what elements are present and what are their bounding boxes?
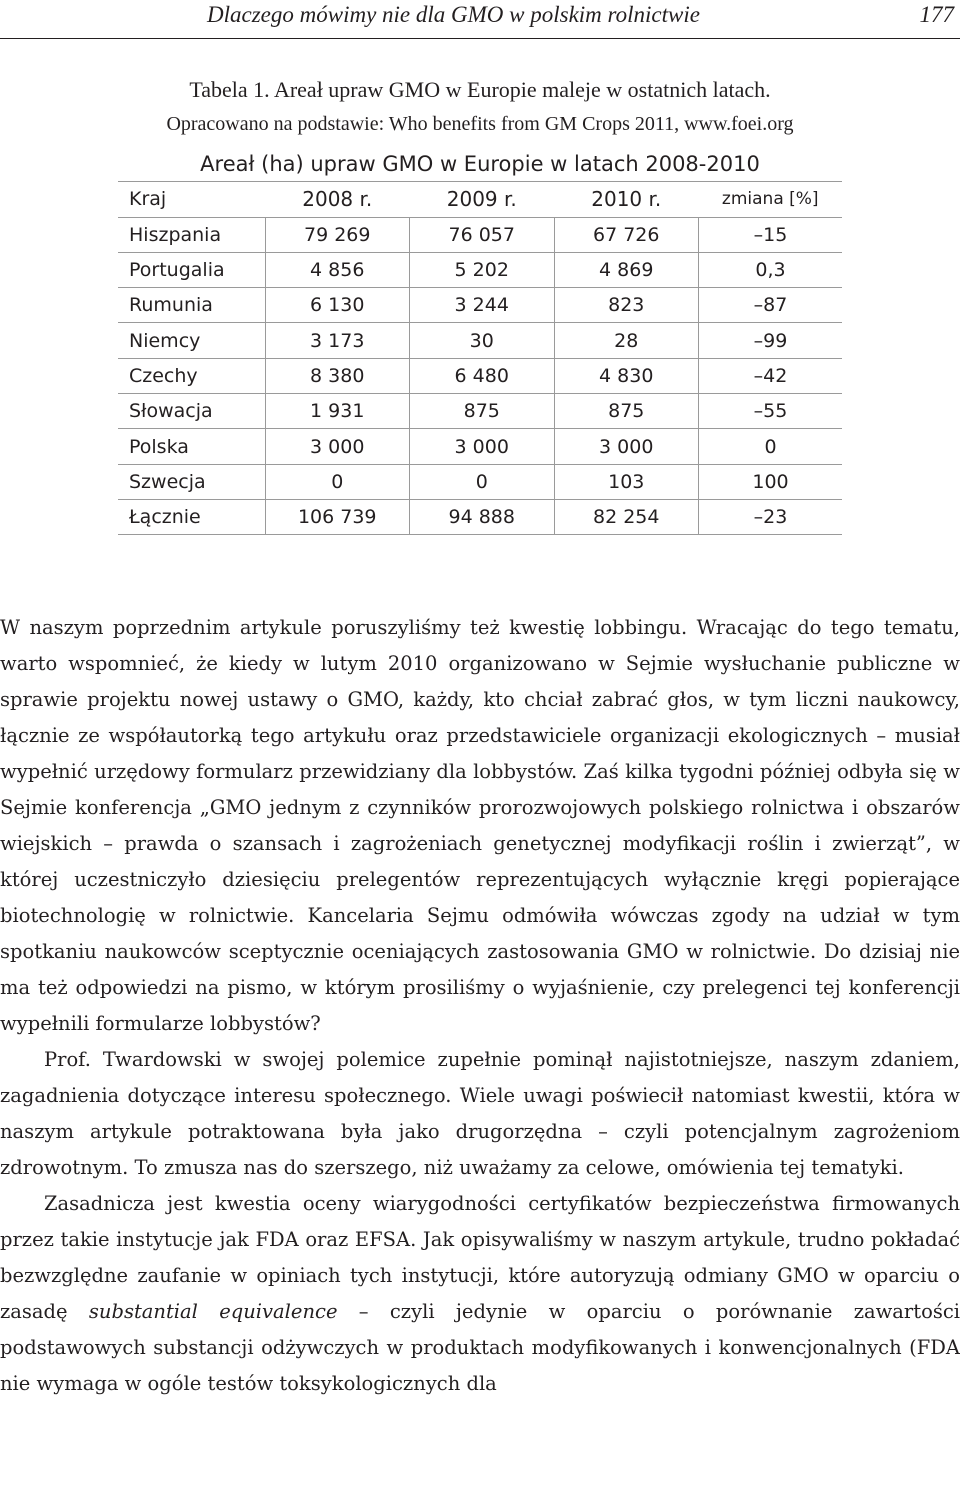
cell-country: Słowacja <box>118 394 265 429</box>
cell-2009: 3 244 <box>410 288 555 323</box>
cell-country: Czechy <box>118 358 265 393</box>
paragraph-text: Zasadnicza jest kwestia oceny wiarygodności certyfikatów bezpieczeństwa firmowanych przez takie instytucje jak FDA oraz EFSA. Jak opisywaliśmy w naszym artykule, trudno pokładać bezwzględne zaufanie w opiniach tych instytucji, które autoryzują odmiany GMO w oparciu o zasadę <box>0 1192 960 1323</box>
table-row <box>118 358 842 393</box>
header-2008: 2008 r. <box>265 182 410 217</box>
cell-country: Łącznie <box>118 499 265 534</box>
cell-change: 100 <box>699 464 843 499</box>
cell-2008: 1 931 <box>265 394 410 429</box>
header-country: Kraj <box>118 182 265 217</box>
cell-change: –42 <box>699 358 843 393</box>
table-row <box>118 217 842 252</box>
paragraph-text: – czyli jedynie w oparciu o porównanie zawartości podstawowych substancji odżywczych w produktach modyfikowanych i konwencjonalnych (FDA nie wymaga w ogóle testów toksykologicznych dla <box>0 1300 960 1395</box>
cell-country: Niemcy <box>118 323 265 358</box>
cell-2008: 4 856 <box>265 252 410 287</box>
cell-2010: 103 <box>554 464 699 499</box>
table-caption-line-1: Tabela 1. Areał upraw GMO w Europie maleje w ostatnich latach. <box>189 77 771 102</box>
cell-2010: 28 <box>554 323 699 358</box>
cell-2010: 823 <box>554 288 699 323</box>
article-body <box>0 610 960 1402</box>
header-change: zmiana [%] <box>699 182 843 217</box>
cell-2010: 875 <box>554 394 699 429</box>
page-header <box>0 0 960 40</box>
italic-term: substantial equivalence <box>88 1300 338 1323</box>
gmo-area-table <box>118 147 842 535</box>
table-row <box>118 252 842 287</box>
cell-change: 0 <box>699 429 843 464</box>
cell-2008: 3 173 <box>265 323 410 358</box>
cell-change: –55 <box>699 394 843 429</box>
cell-2008: 6 130 <box>265 288 410 323</box>
cell-change: 0,3 <box>699 252 843 287</box>
cell-2008: 106 739 <box>265 499 410 534</box>
cell-2008: 3 000 <box>265 429 410 464</box>
page-number: 177 <box>919 2 954 27</box>
table-caption-line-2: Opracowano na podstawie: Who benefits from GM Crops 2011, www.foei.org <box>166 113 794 135</box>
header-2009: 2009 r. <box>410 182 555 217</box>
paragraph: Prof. Twardowski w swojej polemice zupełnie pominął najistotniejsze, naszym zdaniem, zagadnienia dotyczące interesu społecznego. Wiele uwagi poświecił natomiast kwestii, która w naszym artykule potraktowana była jako drugorzędna – czyli potencjalnym zagrożeniom zdrowotnym. To zmusza nas do szerszego, niż uważamy za celowe, omówienia tej tematyki. <box>0 1048 960 1179</box>
cell-2010: 3 000 <box>554 429 699 464</box>
cell-2009: 76 057 <box>410 217 555 252</box>
table-row <box>118 288 842 323</box>
cell-country: Hiszpania <box>118 217 265 252</box>
cell-change: –23 <box>699 499 843 534</box>
cell-2010: 4 869 <box>554 252 699 287</box>
cell-country: Portugalia <box>118 252 265 287</box>
cell-change: –99 <box>699 323 843 358</box>
cell-2008: 79 269 <box>265 217 410 252</box>
table-row <box>118 323 842 358</box>
table-row <box>118 464 842 499</box>
cell-change: –87 <box>699 288 843 323</box>
cell-2009: 875 <box>410 394 555 429</box>
cell-2010: 82 254 <box>554 499 699 534</box>
cell-change: –15 <box>699 217 843 252</box>
paragraph: W naszym poprzednim artykule poruszyliśmy też kwestię lobbingu. Wracając do tego tematu, warto wspomnieć, że kiedy w lutym 2010 organizowano w Sejmie wysłuchanie publiczne w sprawie projektu nowej ustawy o GMO, każdy, kto chciał zabrać głos, w tym liczni naukowcy, łącznie ze współautorką tego artykułu oraz przedstawiciele organizacji ekologicznych – musiał wypełnić urzędowy formularz przewidziany dla lobbystów. Zaś kilka tygodni później odbyła się w Sejmie konferencja „GMO jednym z czynników prorozwojowych polskiego rolnictwa i obszarów wiejskich – prawda o szansach i zagrożeniach genetycznej modyfikacji roślin i zwierząt”, w której uczestniczyło dziesięciu prelegentów reprezentujących wyłącznie kręgi popierające biotechnologię w rolnictwie. Kancelaria Sejmu odmówiła wówczas zgody na udział w tym spotkaniu naukowców sceptycznie oceniających zastosowania GMO w rolnictwie. Do dzisiaj nie ma też odpowiedzi na pismo, w którym prosiliśmy o wyjaśnienie, czy prelegenci tej konferencji wypełnili formularze lobbystów? <box>0 616 960 1035</box>
cell-country: Szwecja <box>118 464 265 499</box>
table-header-row <box>118 182 842 217</box>
cell-2009: 5 202 <box>410 252 555 287</box>
cell-country: Polska <box>118 429 265 464</box>
cell-2009: 94 888 <box>410 499 555 534</box>
cell-2009: 30 <box>410 323 555 358</box>
table-title-row <box>118 147 842 182</box>
cell-2009: 0 <box>410 464 555 499</box>
table-title: Areał (ha) upraw GMO w Europie w latach 2008-2010 <box>118 147 842 182</box>
cell-2009: 3 000 <box>410 429 555 464</box>
cell-2008: 0 <box>265 464 410 499</box>
table-row <box>118 394 842 429</box>
running-title: Dlaczego mówimy nie dla GMO w polskim rolnictwie <box>207 2 700 27</box>
cell-2010: 4 830 <box>554 358 699 393</box>
cell-2008: 8 380 <box>265 358 410 393</box>
table-row <box>118 429 842 464</box>
cell-2010: 67 726 <box>554 217 699 252</box>
header-2010: 2010 r. <box>554 182 699 217</box>
cell-country: Rumunia <box>118 288 265 323</box>
header-rule <box>0 38 960 39</box>
table-row-total <box>118 499 842 534</box>
paragraph <box>0 1186 960 1402</box>
cell-2009: 6 480 <box>410 358 555 393</box>
